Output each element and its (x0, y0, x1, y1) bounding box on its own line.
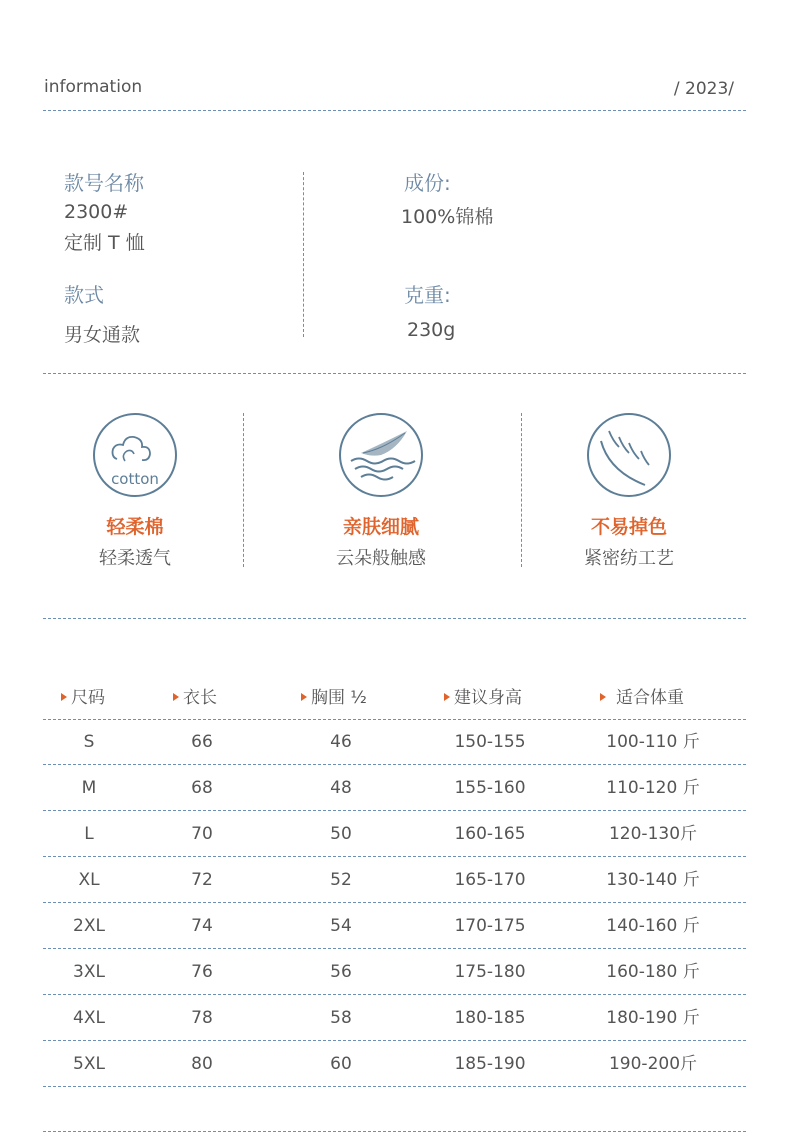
feature-cotton (45, 413, 225, 570)
table-cell: 70 (191, 824, 213, 844)
weight-label: 克重: (404, 283, 451, 307)
table-cell: 185-190 (454, 1054, 526, 1074)
style-name: 定制 T 恤 (64, 232, 145, 254)
col-header-chest: 胸围 ½ (301, 683, 367, 708)
col-header-length: 衣长 (173, 683, 217, 708)
triangle-bullet-icon (600, 693, 606, 701)
table-divider (43, 1086, 746, 1087)
type-label: 款式 (64, 283, 104, 307)
table-row (0, 811, 790, 857)
style-label: 款号名称 (64, 171, 144, 195)
fabric-icon (587, 413, 671, 497)
composition-label: 成份: (404, 171, 451, 195)
divider (43, 618, 746, 619)
table-cell: 2XL (73, 916, 105, 936)
table-cell: 140-160 斤 (606, 916, 700, 936)
table-cell: 165-170 (454, 870, 526, 890)
table-cell: 80 (191, 1054, 213, 1074)
triangle-bullet-icon (61, 693, 67, 701)
table-cell: 74 (191, 916, 213, 936)
table-cell: 130-140 斤 (606, 870, 700, 890)
table-cell: 78 (191, 1008, 213, 1028)
feature-subtitle: 轻柔透气 (99, 548, 171, 569)
table-cell: 180-185 (454, 1008, 526, 1028)
table-row (0, 857, 790, 903)
table-cell: 52 (330, 870, 352, 890)
table-cell: 170-175 (454, 916, 526, 936)
table-cell: 54 (330, 916, 352, 936)
feature-skin (291, 413, 471, 570)
table-cell: L (84, 824, 94, 844)
table-cell: 60 (330, 1054, 352, 1074)
table-cell: 150-155 (454, 732, 526, 752)
table-cell: 56 (330, 962, 352, 982)
table-cell: 180-190 斤 (606, 1008, 700, 1028)
table-cell: 160-180 斤 (606, 962, 700, 982)
table-cell: 68 (191, 778, 213, 798)
table-row (0, 995, 790, 1041)
feature-subtitle: 紧密纺工艺 (584, 548, 674, 569)
table-cell: 76 (191, 962, 213, 982)
triangle-bullet-icon (301, 693, 307, 701)
feature-divider (243, 413, 244, 567)
table-cell: S (83, 732, 95, 752)
cotton-icon-text: cotton (111, 470, 159, 488)
table-cell: 3XL (73, 962, 105, 982)
col-header-size: 尺码 (61, 683, 105, 708)
header-year: / 2023/ (673, 79, 734, 99)
table-cell: XL (78, 870, 100, 890)
table-cell: 155-160 (454, 778, 526, 798)
feature-divider (521, 413, 522, 567)
style-code: 2300# (64, 201, 129, 223)
table-cell: 5XL (73, 1054, 105, 1074)
feather-icon (339, 413, 423, 497)
col-header-height: 建议身高 (444, 683, 522, 708)
col-header-weight: 适合体重 (600, 683, 684, 708)
table-cell: 72 (191, 870, 213, 890)
table-cell: 110-120 斤 (606, 778, 700, 798)
weight-value: 230g (407, 319, 456, 341)
table-cell: 160-165 (454, 824, 526, 844)
triangle-bullet-icon (173, 693, 179, 701)
triangle-bullet-icon (444, 693, 450, 701)
feature-subtitle: 云朵般触感 (336, 548, 426, 569)
divider (43, 110, 746, 111)
table-row (0, 765, 790, 811)
table-row (0, 719, 790, 765)
divider (43, 373, 746, 374)
feature-title: 亲肤细腻 (342, 516, 419, 538)
feature-title: 不易掉色 (590, 516, 667, 538)
table-row (0, 903, 790, 949)
type-value: 男女通款 (64, 324, 141, 346)
table-row (0, 1041, 790, 1087)
table-cell: 100-110 斤 (606, 732, 700, 752)
info-vertical-divider (303, 172, 304, 337)
table-cell: 4XL (73, 1008, 105, 1028)
divider (43, 1131, 746, 1132)
table-cell: 50 (330, 824, 352, 844)
table-cell: M (81, 778, 97, 798)
feature-title: 轻柔棉 (106, 516, 164, 538)
table-cell: 120-130斤 (608, 824, 698, 844)
header-info-label: information (44, 77, 143, 97)
table-cell: 46 (330, 732, 352, 752)
cotton-icon (93, 413, 177, 497)
table-cell: 175-180 (454, 962, 526, 982)
table-cell: 190-200斤 (608, 1054, 698, 1074)
table-cell: 58 (330, 1008, 352, 1028)
table-row (0, 949, 790, 995)
table-cell: 66 (191, 732, 213, 752)
table-cell: 48 (330, 778, 352, 798)
feature-colorfast (539, 413, 719, 570)
composition-value: 100%锦棉 (401, 206, 494, 228)
